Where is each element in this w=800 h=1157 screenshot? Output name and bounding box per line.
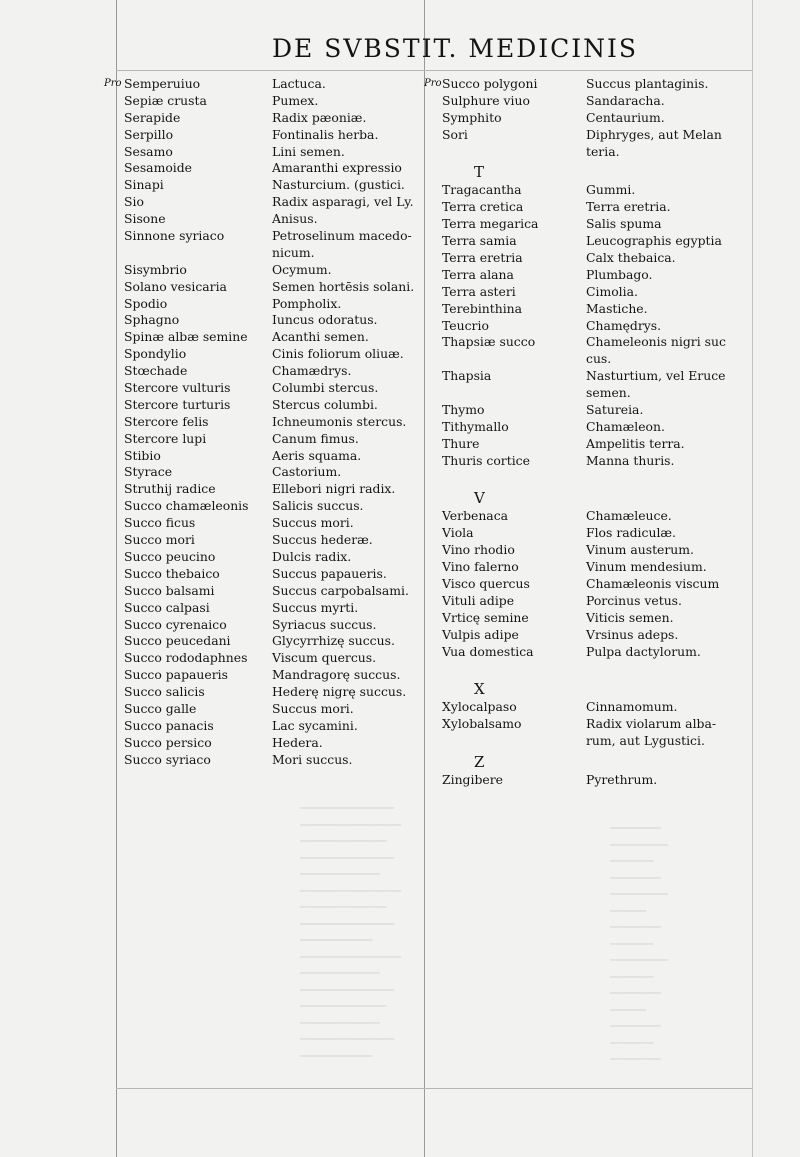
substitute-term: Glycyrrhizę succus.: [272, 633, 395, 649]
substitute-term: Cinis foliorum oliuæ.: [272, 346, 404, 362]
substitute-term: Ichneumonis stercus.: [272, 413, 407, 429]
entry-row: [100, 380, 424, 397]
drug-term: Spodio: [124, 295, 168, 311]
entry-row: [424, 772, 754, 789]
drug-term: Xylocalpaso: [442, 699, 517, 715]
drug-term: Stercore felis: [124, 413, 209, 429]
substitute-term: Acanthi semen.: [272, 329, 369, 345]
drug-term: Vino falerno: [442, 559, 519, 575]
substitute-term: Succus papaueris.: [272, 565, 387, 581]
substitute-term: Hedera.: [272, 734, 323, 750]
drug-term: Spinæ albæ semine: [124, 329, 248, 345]
drug-term: Terra samia: [442, 233, 517, 249]
substitute-term: Canum fimus.: [272, 430, 359, 446]
entry-row: [424, 267, 754, 284]
substitute-term: Ocymum.: [272, 261, 332, 277]
entry-row: [100, 279, 424, 296]
drug-term: Terebinthina: [442, 300, 523, 316]
substitute-term: Chamædrys.: [272, 363, 352, 379]
section-letter: Z: [474, 753, 485, 772]
substitute-term: Vinum austerum.: [586, 542, 694, 558]
entry-row: [100, 498, 424, 515]
substitute-term: Pumex.: [272, 92, 319, 108]
substitute-term: Viticis semen.: [586, 609, 674, 625]
drug-term: Sesamo: [124, 143, 173, 159]
entry-row: [424, 716, 754, 733]
entry-row: [424, 559, 754, 576]
substitute-term: Porcinus vetus.: [586, 592, 682, 608]
substitute-term: Succus mori.: [272, 700, 354, 716]
drug-term: Solano vesicaria: [124, 278, 227, 294]
entry-row: [100, 701, 424, 718]
entry-row: [424, 453, 754, 470]
pro-label: Pro: [104, 78, 122, 89]
drug-term: Tithymallo: [442, 418, 509, 434]
entry-row: [424, 93, 754, 110]
substitute-term: Semen hortēsis solani.: [272, 278, 415, 294]
entry-row: [100, 481, 424, 498]
substitute-term: Cinnamomum.: [586, 699, 678, 715]
entry-row: [100, 464, 424, 481]
drug-term: Sphagno: [124, 312, 180, 328]
entry-row: [424, 160, 754, 182]
substitute-term: Lini semen.: [272, 143, 345, 159]
drug-term: Succo syriaco: [124, 751, 211, 767]
substitute-term: Succus carpobalsami.: [272, 582, 409, 598]
entry-row: [100, 650, 424, 667]
entry-row: [100, 718, 424, 735]
entry-row: [100, 633, 424, 650]
substitute-term: Plumbago.: [586, 266, 653, 282]
drug-term: Terra megarica: [442, 216, 539, 232]
substitute-term: Hederę nigrę succus.: [272, 684, 407, 700]
substitute-term: teria.: [586, 143, 620, 159]
drug-term: Succo peucino: [124, 548, 216, 564]
entry-row: [100, 194, 424, 211]
header-rule: [116, 70, 752, 71]
drug-term: Sisone: [124, 211, 166, 227]
bleed-through-text: ───────────── ────────────── ──────────── ───────────── ─────────── ────────────── ──────────── ───────────── ────────── ────────────── ─────────── ───────────── ──────────── ─────────── ───────────── ──────────: [300, 801, 402, 1063]
substitute-term: rum, aut Lygustici.: [586, 733, 705, 749]
entry-row: [100, 617, 424, 634]
drug-term: Sesamoide: [124, 160, 193, 176]
entry-row: [100, 684, 424, 701]
drug-term: Terra asteri: [442, 283, 516, 299]
entry-row: [424, 318, 754, 335]
drug-term: Succo peucedani: [124, 633, 231, 649]
drug-term: Succo persico: [124, 734, 212, 750]
entry-row: [424, 542, 754, 559]
entry-row: [424, 334, 754, 351]
drug-term: Sio: [124, 194, 144, 210]
entry-row: [424, 216, 754, 233]
substitute-term: Dulcis radix.: [272, 548, 352, 564]
drug-term: Succo rododaphnes: [124, 650, 248, 666]
drug-term: Succo balsami: [124, 582, 215, 598]
substitute-term: Mori succus.: [272, 751, 353, 767]
substitute-term: Flos radiculæ.: [586, 525, 676, 541]
drug-term: Succo calpasi: [124, 599, 210, 615]
entry-row: [100, 127, 424, 144]
entry-row: [100, 262, 424, 279]
substitute-term: Leucographis egyptia: [586, 233, 722, 249]
substitute-term: Cimolia.: [586, 283, 638, 299]
entry-row: [100, 431, 424, 448]
entry-row: [100, 76, 424, 93]
entry-row: [424, 699, 754, 716]
substitute-term: Succus plantaginis.: [586, 76, 709, 91]
entry-row: [100, 228, 424, 245]
substitute-term: Stercus columbi.: [272, 396, 378, 412]
drug-term: Stercore lupi: [124, 430, 207, 446]
entry-row: [100, 752, 424, 769]
drug-term: Visco quercus: [442, 576, 530, 592]
entry-row: [100, 566, 424, 583]
substitute-term: Chamæleuce.: [586, 508, 672, 524]
entry-row: [424, 470, 754, 487]
entry-row: [424, 508, 754, 525]
drug-term: Thure: [442, 435, 480, 451]
substitute-term: Mandragorę succus.: [272, 667, 401, 683]
substitute-term: Petroselinum macedo-: [272, 228, 412, 244]
entry-row: [100, 211, 424, 228]
entry-row: [424, 110, 754, 127]
substitute-term: Succus myrti.: [272, 599, 359, 615]
substitute-term: Ampelitis terra.: [586, 435, 685, 451]
entry-row: [424, 402, 754, 419]
entry-row: [424, 368, 754, 385]
drug-term: Struthij radice: [124, 481, 216, 497]
drug-term: Thapsiæ succo: [442, 334, 536, 350]
entry-row: [100, 549, 424, 566]
entry-row: [100, 448, 424, 465]
right-column: [424, 76, 754, 789]
entry-row: [424, 486, 754, 508]
substitute-term: Succus hederæ.: [272, 532, 373, 548]
section-letter: V: [474, 489, 485, 508]
substitute-term: Radix pæoniæ.: [272, 109, 367, 125]
entry-row: [424, 144, 754, 161]
drug-term: Tragacantha: [442, 182, 522, 198]
substitute-term: Satureia.: [586, 402, 644, 418]
substitute-term: Mastiche.: [586, 300, 648, 316]
drug-term: Vrticę semine: [442, 609, 529, 625]
section-letter: X: [474, 680, 485, 699]
entry-row: [100, 397, 424, 414]
entry-row: [100, 363, 424, 380]
entry-row: [424, 610, 754, 627]
substitute-term: Sandaracha.: [586, 92, 665, 108]
entry-row: [424, 301, 754, 318]
entry-row: [424, 644, 754, 661]
entry-row: [100, 177, 424, 194]
substitute-term: Anisus.: [272, 211, 318, 227]
drug-term: Spondylio: [124, 346, 187, 362]
substitute-term: Pyrethrum.: [586, 772, 658, 788]
drug-term: Succo galle: [124, 700, 197, 716]
substitute-term: Aeris squama.: [272, 447, 362, 463]
left-column: [100, 76, 424, 769]
substitute-term: Calx thebaica.: [586, 250, 676, 266]
substitute-term: Radix asparagi, vel Ly.: [272, 194, 414, 210]
drug-term: Zingibere: [442, 772, 503, 788]
entry-row: [100, 329, 424, 346]
entry-row: [100, 160, 424, 177]
substitute-term: Syriacus succus.: [272, 616, 377, 632]
entry-row: [100, 583, 424, 600]
drug-term: Serpillo: [124, 126, 174, 142]
drug-term: Terra alana: [442, 266, 514, 282]
entry-row: [100, 296, 424, 313]
substitute-term: Pulpa dactylorum.: [586, 643, 701, 659]
substitute-term: semen.: [586, 385, 631, 401]
drug-term: Semperuiuo: [124, 76, 201, 91]
entry-row: [424, 182, 754, 199]
drug-term: Thapsia: [442, 368, 492, 384]
substitute-term: Nasturcium. (gustici.: [272, 177, 405, 193]
substitute-term: Ellebori nigri radix.: [272, 481, 396, 497]
drug-term: Thymo: [442, 402, 485, 418]
drug-term: Sori: [442, 126, 468, 142]
substitute-term: Diphryges, aut Melan: [586, 126, 722, 142]
drug-term: Succo polygoni: [442, 76, 538, 91]
drug-term: Teucrio: [442, 317, 489, 333]
drug-term: Sisymbrio: [124, 261, 187, 277]
entry-row: [424, 525, 754, 542]
entry-row: [424, 351, 754, 368]
drug-term: Symphito: [442, 109, 502, 125]
drug-term: Styrace: [124, 464, 173, 480]
substitute-term: Columbi stercus.: [272, 380, 379, 396]
drug-term: Sinnone syriaco: [124, 228, 225, 244]
drug-term: Verbenaca: [442, 508, 509, 524]
substitute-term: Salicis succus.: [272, 498, 364, 514]
drug-term: Viola: [442, 525, 474, 541]
substitute-term: Viscum quercus.: [272, 650, 377, 666]
entry-row: [100, 144, 424, 161]
drug-term: Vulpis adipe: [442, 626, 519, 642]
entry-row: [424, 284, 754, 301]
substitute-term: Lactuca.: [272, 76, 326, 91]
drug-term: Terra cretica: [442, 199, 524, 215]
entry-row: [100, 312, 424, 329]
substitute-term: Pompholix.: [272, 295, 342, 311]
footer-rule: [116, 1088, 752, 1089]
drug-term: Stercore vulturis: [124, 380, 231, 396]
substitute-term: Amaranthi expressio: [272, 160, 402, 176]
entry-row: [424, 733, 754, 750]
entry-row: [424, 199, 754, 216]
entry-row: [424, 233, 754, 250]
drug-term: Succo panacis: [124, 717, 214, 733]
substitute-term: Gummi.: [586, 182, 636, 198]
substitute-term: Terra eretria.: [586, 199, 671, 215]
substitute-term: Salis spuma: [586, 216, 662, 232]
entry-row: [424, 593, 754, 610]
entry-row: [100, 346, 424, 363]
drug-term: Succo chamæleonis: [124, 498, 249, 514]
drug-term: Succo cyrenaico: [124, 616, 227, 632]
entry-row: [424, 436, 754, 453]
substitute-term: Radix violarum alba-: [586, 716, 717, 732]
entry-row: [424, 627, 754, 644]
entry-row: [424, 750, 754, 772]
substitute-term: Vrsinus adeps.: [586, 626, 679, 642]
entry-row: [424, 250, 754, 267]
drug-term: Sepiæ crusta: [124, 92, 207, 108]
substitute-term: Lac sycamini.: [272, 717, 358, 733]
drug-term: Vino rhodio: [442, 542, 515, 558]
drug-term: Sulphure viuo: [442, 92, 530, 108]
substitute-term: Fontinalis herba.: [272, 126, 379, 142]
substitute-term: nicum.: [272, 244, 315, 260]
substitute-term: cus.: [586, 351, 612, 367]
entry-row: [100, 515, 424, 532]
drug-term: Vituli adipe: [442, 592, 515, 608]
substitute-term: Manna thuris.: [586, 452, 675, 468]
entry-row: [424, 677, 754, 699]
entry-row: [100, 735, 424, 752]
drug-term: Terra eretria: [442, 250, 523, 266]
drug-term: Succo mori: [124, 532, 195, 548]
page-title: DE SVBSTIT. MEDICINIS: [271, 34, 638, 63]
entry-row: [424, 661, 754, 678]
drug-term: Stibio: [124, 447, 161, 463]
drug-term: Sinapi: [124, 177, 164, 193]
entry-row: [100, 600, 424, 617]
entry-row: [424, 76, 754, 93]
drug-term: Succo ficus: [124, 515, 196, 531]
entry-row: [100, 245, 424, 262]
entry-row: [100, 532, 424, 549]
drug-term: Vua domestica: [442, 643, 534, 659]
drug-term: Serapide: [124, 109, 181, 125]
drug-term: Xylobalsamo: [442, 716, 522, 732]
substitute-term: Centaurium.: [586, 109, 665, 125]
drug-term: Succo papaueris: [124, 667, 228, 683]
substitute-term: Chamæleonis viscum: [586, 576, 720, 592]
drug-term: Succo thebaico: [124, 565, 220, 581]
drug-term: Stercore turturis: [124, 396, 231, 412]
substitute-term: Vinum mendesium.: [586, 559, 707, 575]
substitute-term: Chamędrys.: [586, 317, 662, 333]
entry-row: [424, 385, 754, 402]
drug-term: Stœchade: [124, 363, 188, 379]
entry-row: [424, 419, 754, 436]
entry-row: [100, 93, 424, 110]
pro-label: Pro: [424, 78, 442, 89]
substitute-term: Chameleonis nigri suc: [586, 334, 726, 350]
substitute-term: Succus mori.: [272, 515, 354, 531]
entry-row: [100, 110, 424, 127]
entry-row: [100, 667, 424, 684]
entry-row: [424, 127, 754, 144]
drug-term: Thuris cortice: [442, 452, 530, 468]
entry-row: [424, 576, 754, 593]
drug-term: Succo salicis: [124, 684, 205, 700]
section-letter: T: [474, 163, 485, 182]
substitute-term: Nasturtium, vel Eruce: [586, 368, 726, 384]
substitute-term: Iuncus odoratus.: [272, 312, 378, 328]
entry-row: [100, 414, 424, 431]
substitute-term: Castorium.: [272, 464, 342, 480]
substitute-term: Chamæleon.: [586, 418, 665, 434]
bleed-through-text-right: ─────── ──────── ────── ─────── ──────── ───── ─────── ────── ──────── ────── ─────── ───── ─────── ────── ───────: [610, 821, 668, 1066]
